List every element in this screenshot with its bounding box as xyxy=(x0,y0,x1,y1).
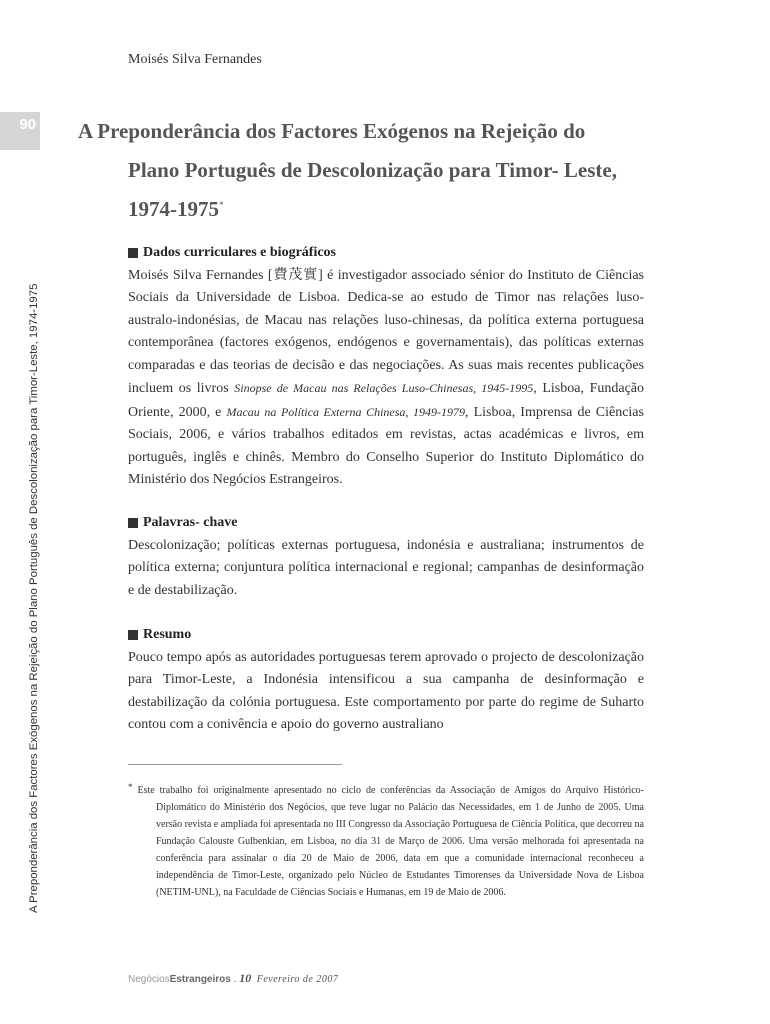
bio-text-3: , Lisboa, Imprensa de Ciências Sociais, 2006, e vários trabalhos editados em revistas, actas académicas e livros, em português, inglês e chinês. Membro do Conselho Superior do Instituto Diplomático do Ministério dos Negócios Estrangeiros. xyxy=(128,404,644,487)
square-bullet-icon xyxy=(128,518,138,528)
abstract-section xyxy=(128,624,644,737)
title-footnote-mark[interactable]: * xyxy=(219,200,224,210)
keywords-heading-text: Palavras- chave xyxy=(143,515,238,530)
abstract-heading xyxy=(128,624,644,647)
keywords-section xyxy=(128,512,644,602)
title-line-3 xyxy=(78,190,698,229)
keywords-text: Descolonização; políticas externas portuguesa, indonésia e australiana; instrumentos de política externa; conjuntura política internacional e regional; campanhas de desinformação e de destabilização. xyxy=(128,537,644,598)
journal-name-bold: Estrangeiros xyxy=(169,974,231,985)
page-number-box xyxy=(0,112,40,150)
author-name: Moisés Silva Fernandes xyxy=(128,52,262,67)
article-title xyxy=(78,112,698,229)
journal-name-light: Negócios xyxy=(128,974,170,985)
abstract-text: Pouco tempo após as autoridades portuguesas terem aprovado o projecto de descolonização para Timor-Leste, a Indonésia intensificou a sua campanha de desinformação e destabilização da colónia portuguesa. Este comportamento por parte do regime de Suharto contou com a conivência e apoio do governo australiano xyxy=(128,649,644,732)
page-footer xyxy=(128,971,338,986)
footnote-divider xyxy=(128,764,342,765)
abstract-heading-text: Resumo xyxy=(143,627,192,642)
footnote xyxy=(122,782,644,901)
title-year: 1974-1975 xyxy=(128,197,219,221)
square-bullet-icon xyxy=(128,248,138,258)
footnote-text: Este trabalho foi originalmente apresentado no ciclo de conferências da Associação de Amigos do Arquivo Histórico-Diplomático do Ministério dos Negócios, que teve lugar no Palácio das Necessidades, em 1 de Junho de 2005. Uma versão revista e ampliada foi apresentada no III Congresso da Associação Portuguesa de Ciência Política, que decorreu na Fundação Calouste Gulbenkian, em Lisboa, no dia 31 de Março de 2006. Uma versão melhorada foi apresentada na conferência para assinalar o dia 20 de Maio de 2006, data em que a comunidade internacional reconheceu a independência de Timor-Leste, organizado pelo Núcleo de Estudantes Timorenses da Universidade Nova de Lisboa (NETIM-UNL), na Faculdade de Ciências Sociais e Humanas, em 19 de Maio de 2006. xyxy=(137,785,644,898)
issue-date: Fevereiro de 2007 xyxy=(256,974,339,985)
issue-number: 10 xyxy=(239,971,252,985)
title-line-2: Plano Português de Descolonização para Timor- Leste, xyxy=(128,158,617,182)
bio-text-1: Moisés Silva Fernandes [費茂實] é investigador associado sénior do Instituto de Ciências Sociais da Universidade de Lisboa. Dedica-se ao estudo de Timor nas relações luso-australo-indonésias, de Macau nas relações luso-chinesas, da política externa portuguesa contemporânea (factores exógenos, endógenos e governamentais), das políticas externas comparadas e das teorias de decisão e das negociações. As suas mais recentes publicações incluem os livros xyxy=(128,267,644,396)
bio-paragraph xyxy=(128,265,644,492)
square-bullet-icon xyxy=(128,630,138,640)
page-number: 90 xyxy=(19,116,36,133)
title-line-1: A Preponderância dos Factores Exógenos na Rejeição do xyxy=(78,119,586,143)
bio-section xyxy=(128,242,644,492)
footer-separator: . xyxy=(230,974,240,985)
bio-heading-text: Dados curriculares e biográficos xyxy=(143,245,336,260)
bio-text-2: , Lisboa, Fundação Oriente, 2000, e xyxy=(128,381,645,420)
keywords-heading xyxy=(128,512,644,535)
book-title-1: Sinopse de Macau nas Relações Luso-Chinesas, 1945-1995 xyxy=(234,381,534,395)
bio-heading xyxy=(128,242,644,265)
book-title-2: Macau na Política Externa Chinesa, 1949-1979 xyxy=(226,404,466,419)
spine-running-title: A Preponderância dos Factores Exógenos na Rejeição do Plano Português de Descolonização para Timor-Leste, 1974-1975 xyxy=(28,283,40,913)
footnote-mark: * xyxy=(128,782,133,792)
